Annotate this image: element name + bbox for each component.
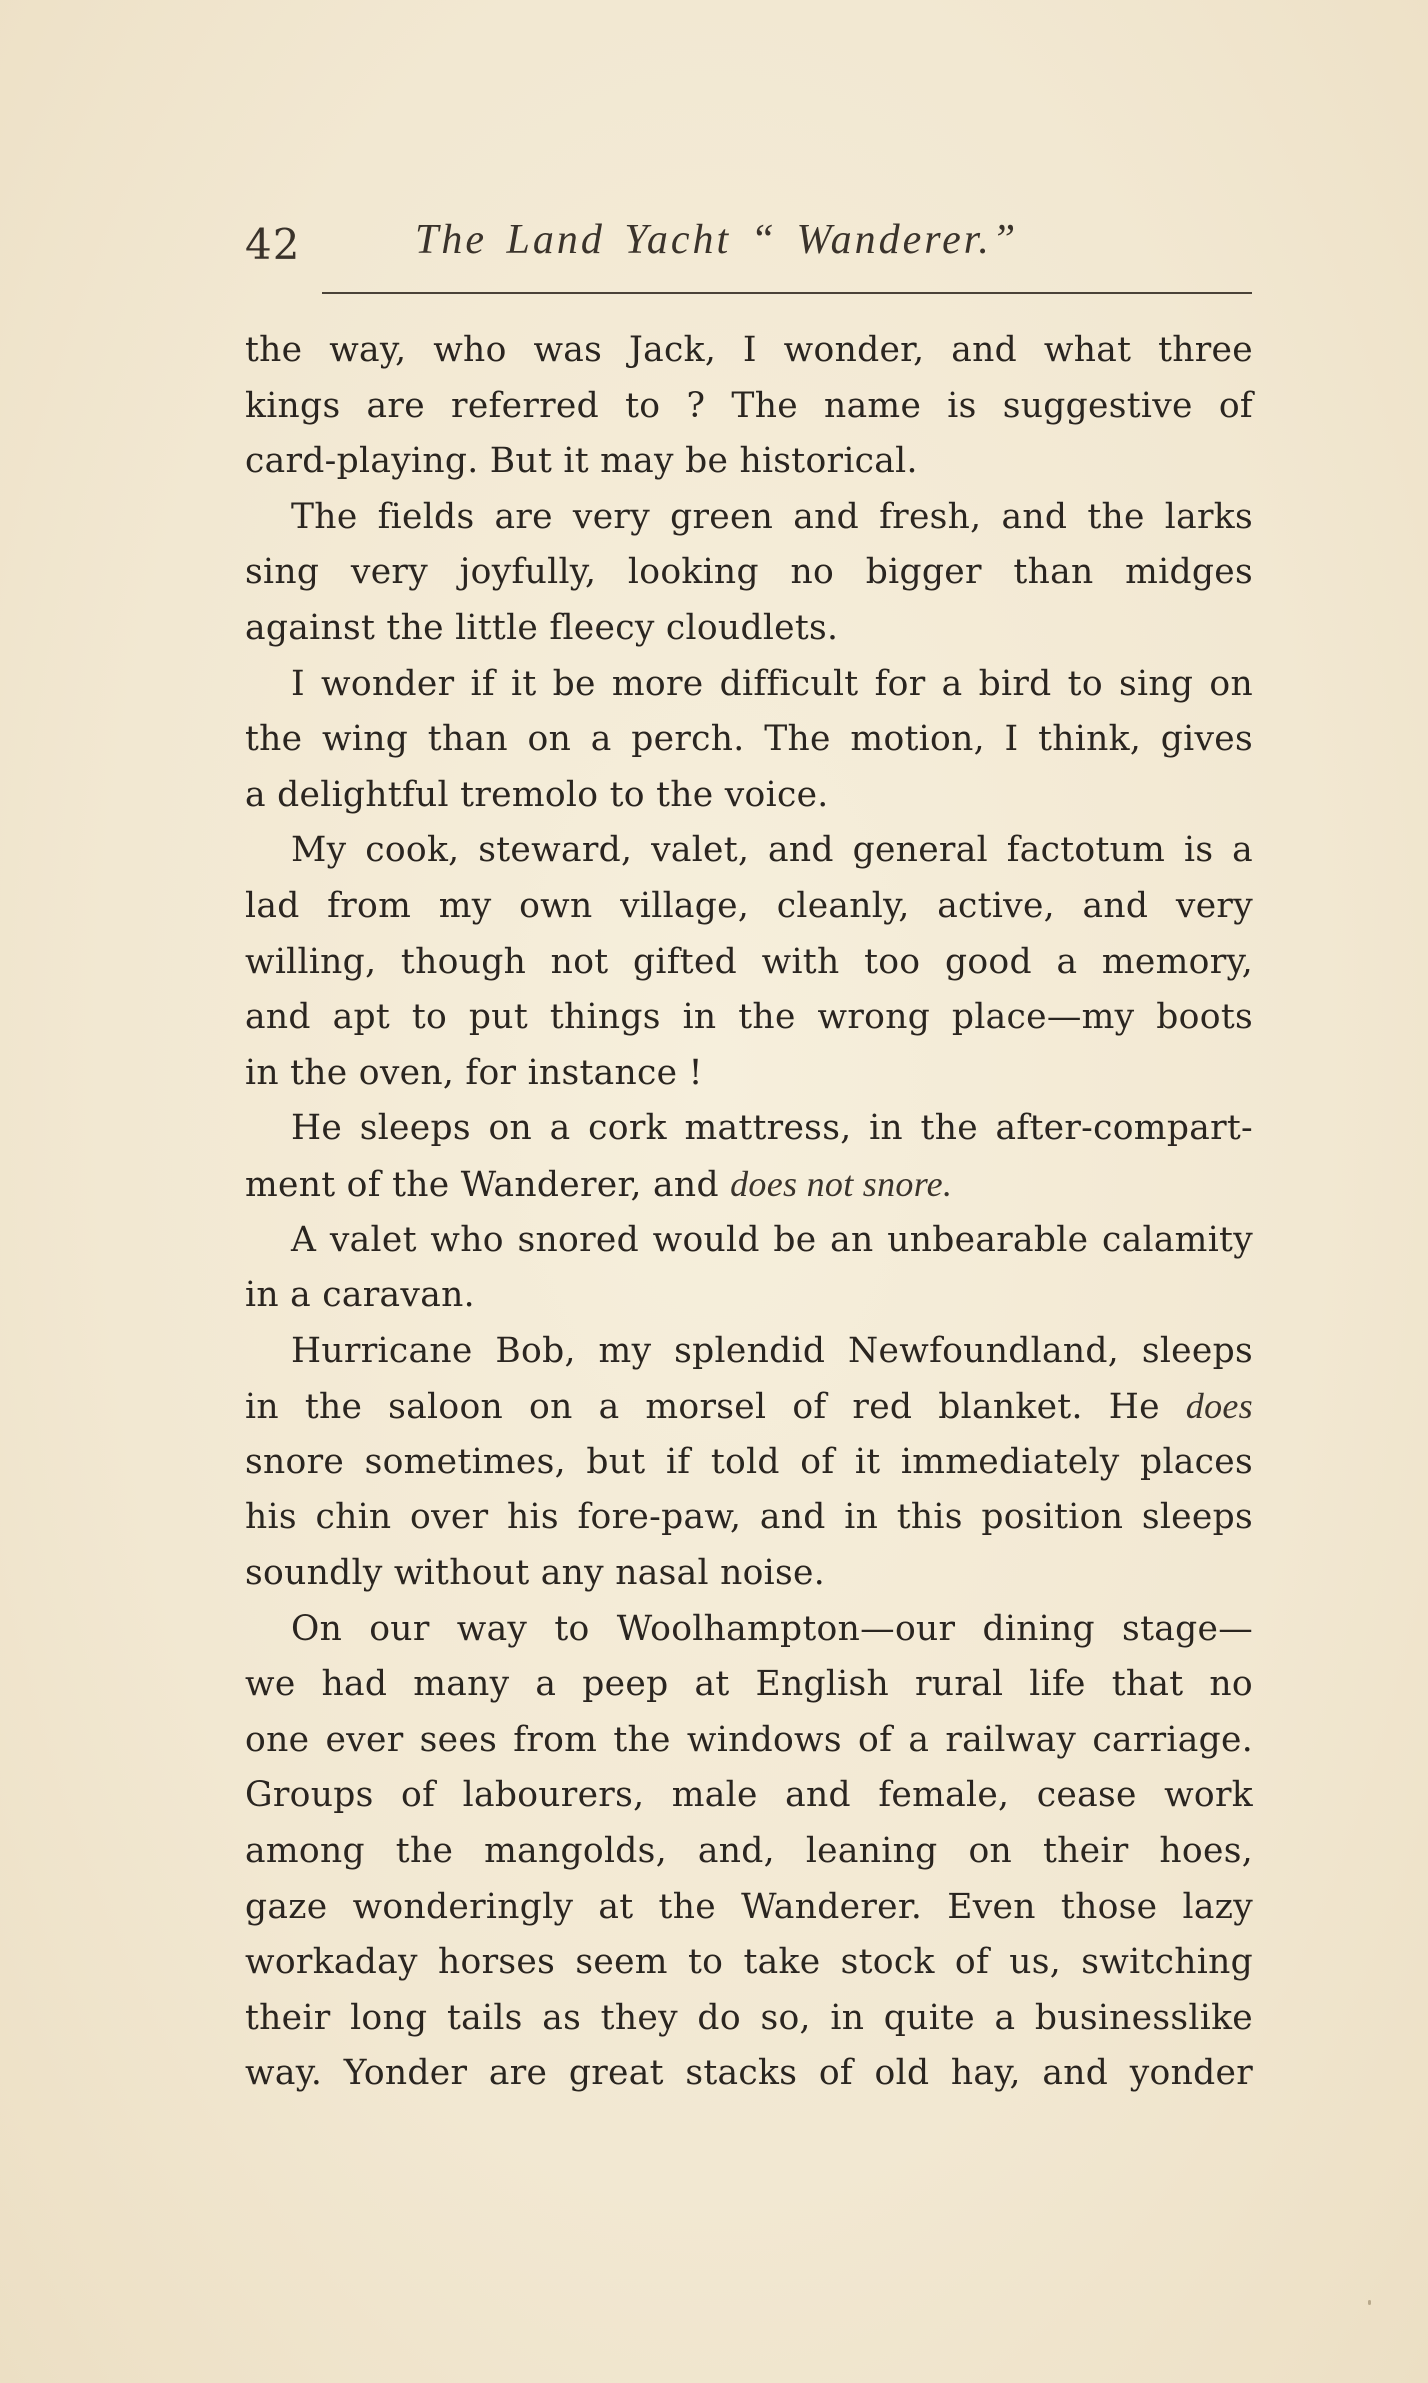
text-line: in the oven, for instance ! (245, 1052, 703, 1093)
text-line: The fields are very green and fresh, and the larks (291, 496, 1253, 537)
text-line: his chin over his fore-paw, and in this position sleeps (245, 1497, 1253, 1538)
text-line: kings are referred to ? The name is suggestive of (245, 385, 1253, 426)
text-line: one ever sees from the windows of a railway carriage. (245, 1719, 1253, 1760)
text-line: He sleeps on a cork mattress, in the after-compart- (291, 1108, 1253, 1149)
text-line: gaze wonderingly at the Wanderer. Even those lazy (245, 1886, 1253, 1927)
text-line: Hurricane Bob, my splendid Newfoundland, sleeps (291, 1330, 1253, 1371)
text-segment: ment of the Wanderer, and (245, 1164, 719, 1205)
text-line: soundly without any nasal noise. (245, 1553, 825, 1594)
text-line: snore sometimes, but if told of it immediately places (245, 1441, 1253, 1482)
text-line: against the little fleecy cloudlets. (245, 607, 839, 648)
text-line: willing, though not gifted with too good a memory, (245, 941, 1253, 982)
text-line: sing very joyfully, looking no bigger than midges (245, 552, 1253, 593)
text-line: among the mangolds, and, leaning on their hoes, (245, 1831, 1253, 1872)
paper-speck (1368, 2300, 1371, 2305)
text-line: A valet who snored would be an unbearable calamity (291, 1219, 1253, 1260)
text-line: we had many a peep at English rural life that no (245, 1664, 1253, 1705)
text-line: card-playing. But it may be historical. (245, 441, 918, 482)
text-line: a delightful tremolo to the voice. (245, 774, 829, 815)
text-line: On our way to Woolhampton—our dining stage— (291, 1608, 1253, 1649)
text-line: their long tails as they do so, in quite a businesslike (245, 1997, 1253, 2038)
page-number: 42 (245, 220, 301, 269)
text-line: lad from my own village, cleanly, active, and very (245, 885, 1253, 926)
text-line: I wonder if it be more difficult for a bird to sing on (291, 663, 1253, 704)
text-line: the wing than on a perch. The motion, I think, gives (245, 719, 1253, 760)
text-line: and apt to put things in the wrong place—my boots (245, 997, 1253, 1038)
text-segment: in the saloon on a morsel of red blanket. He (245, 1387, 1160, 1428)
header-rule (322, 292, 1252, 294)
text-line: the way, who was Jack, I wonder, and what three (245, 330, 1253, 370)
italic-emphasis: does not snore. (730, 1163, 953, 1204)
text-line: workaday horses seem to take stock of us, switching (245, 1942, 1253, 1983)
text-line: way. Yonder are great stacks of old hay, and yonder (245, 2053, 1253, 2094)
running-title: The Land Yacht “ Wanderer.” (415, 217, 1019, 263)
text-line (245, 1157, 1253, 1213)
italic-emphasis: does (1185, 1386, 1253, 1427)
text-line: Groups of labourers, male and female, cease work (245, 1775, 1253, 1816)
body-text (245, 323, 1253, 2102)
text-line: in a caravan. (245, 1275, 475, 1316)
text-line (245, 1379, 1253, 1435)
page-header (245, 212, 1255, 282)
text-line: My cook, steward, valet, and general factotum is a (291, 830, 1253, 871)
